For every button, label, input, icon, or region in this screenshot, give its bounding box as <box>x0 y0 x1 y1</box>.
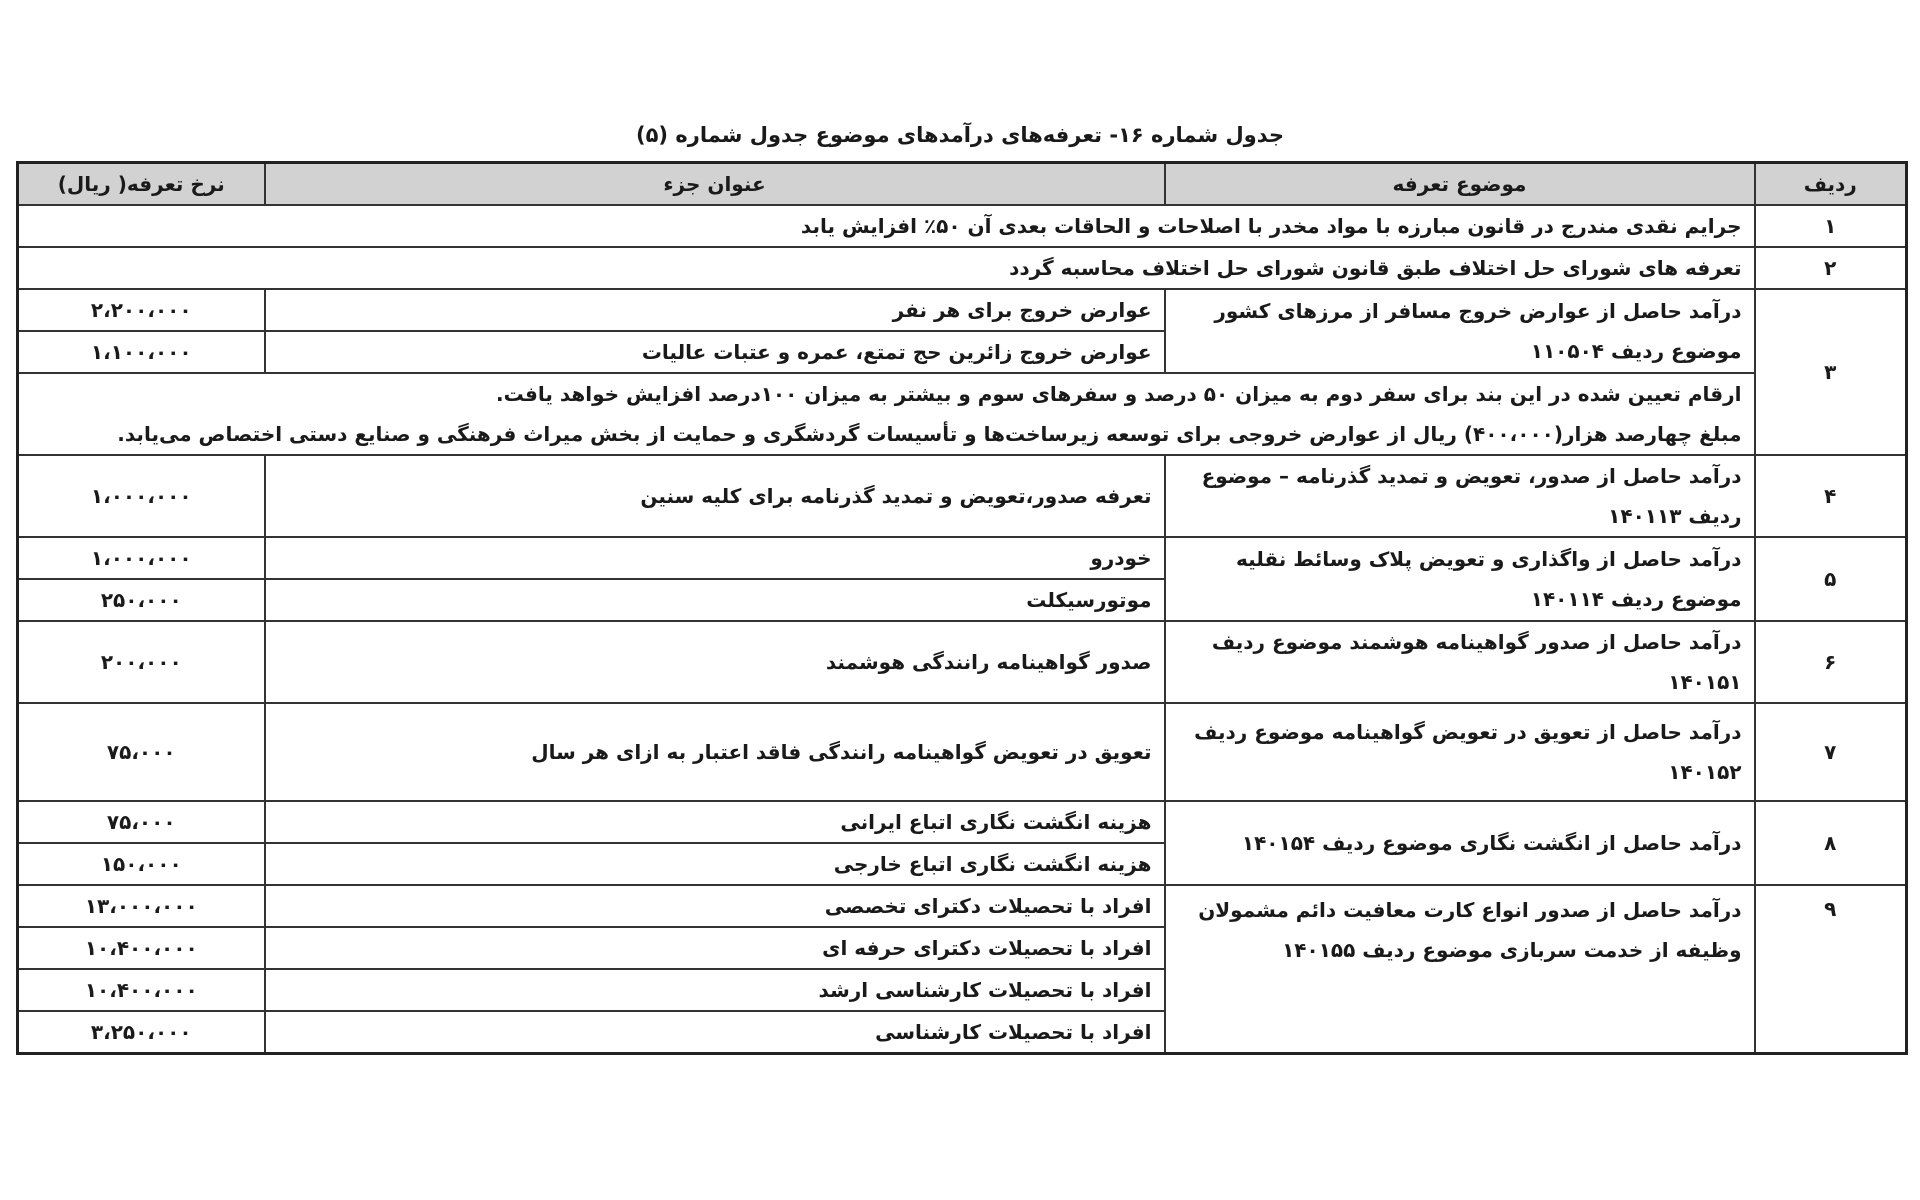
table-row <box>18 621 1907 703</box>
header-row-number: ردیف <box>1755 163 1907 206</box>
row-text: جرایم نقدی مندرج در قانون مبارزه با مواد مخدر با اصلاحات و الحاقات بعدی آن ۵۰٪ افزایش یابد <box>18 205 1755 247</box>
item-rate: ۱،۰۰۰،۰۰۰ <box>18 455 265 537</box>
item-rate: ۲۵۰،۰۰۰ <box>18 579 265 621</box>
item-title: موتورسیکلت <box>265 579 1165 621</box>
row-topic: درآمد حاصل از عوارض خروج مسافر از مرزهای کشور موضوع ردیف ۱۱۰۵۰۴ <box>1165 289 1755 373</box>
row-topic: درآمد حاصل از انگشت نگاری موضوع ردیف ۱۴۰۱۵۴ <box>1165 801 1755 885</box>
row-number: ۸ <box>1755 801 1907 885</box>
tariff-table <box>16 161 1908 1055</box>
item-rate: ۲۰۰،۰۰۰ <box>18 621 265 703</box>
item-rate: ۱۰،۴۰۰،۰۰۰ <box>18 927 265 969</box>
table-row <box>18 801 1907 843</box>
item-title: افراد با تحصیلات دکترای تخصصی <box>265 885 1165 927</box>
row-number: ۹ <box>1755 885 1907 1054</box>
item-rate: ۱۰،۴۰۰،۰۰۰ <box>18 969 265 1011</box>
table-row <box>18 247 1907 289</box>
item-title: عوارض خروج برای هر نفر <box>265 289 1165 331</box>
item-title: افراد با تحصیلات کارشناسی <box>265 1011 1165 1054</box>
item-title: هزینه انگشت نگاری اتباع ایرانی <box>265 801 1165 843</box>
row-text: تعرفه های شورای حل اختلاف طبق قانون شورای حل اختلاف محاسبه گردد <box>18 247 1755 289</box>
row-number: ۱ <box>1755 205 1907 247</box>
item-title: خودرو <box>265 537 1165 579</box>
row-topic: درآمد حاصل از صدور، تعویض و تمدید گذرنامه – موضوع ردیف ۱۴۰۱۱۳ <box>1165 455 1755 537</box>
table-row <box>18 289 1907 331</box>
table-row <box>18 373 1907 455</box>
item-rate: ۷۵،۰۰۰ <box>18 703 265 801</box>
table-row <box>18 885 1907 927</box>
header-rate: نرخ تعرفه( ریال) <box>18 163 265 206</box>
item-rate: ۱،۱۰۰،۰۰۰ <box>18 331 265 373</box>
table-row <box>18 703 1907 801</box>
row-notes <box>18 373 1755 455</box>
header-item: عنوان جزء <box>265 163 1165 206</box>
row-number: ۲ <box>1755 247 1907 289</box>
item-title: صدور گواهینامه رانندگی هوشمند <box>265 621 1165 703</box>
table-row <box>18 537 1907 579</box>
item-title: تعرفه صدور،تعویض و تمدید گذرنامه برای کلیه سنین <box>265 455 1165 537</box>
row-number: ۳ <box>1755 289 1907 455</box>
item-rate: ۱،۰۰۰،۰۰۰ <box>18 537 265 579</box>
table-row <box>18 205 1907 247</box>
table-caption: جدول شماره ۱۶- تعرفه‌های درآمدهای موضوع جدول شماره (۵) <box>635 123 1284 147</box>
note-line: مبلغ چهارصد هزار(۴۰۰،۰۰۰) ریال از عوارض خروجی برای توسعه زیرساخت‌ها و تأسیسات گردشگری و حمایت از بخش میراث فرهنگی و صنایع دستی اختصاص می‌یابد. <box>117 422 1742 446</box>
item-rate: ۳،۲۵۰،۰۰۰ <box>18 1011 265 1054</box>
row-topic: درآمد حاصل از صدور گواهینامه هوشمند موضوع ردیف ۱۴۰۱۵۱ <box>1165 621 1755 703</box>
row-topic: درآمد حاصل از واگذاری و تعویض پلاک وسائط نقلیه موضوع ردیف ۱۴۰۱۱۴ <box>1165 537 1755 621</box>
item-title: افراد با تحصیلات کارشناسی ارشد <box>265 969 1165 1011</box>
item-title: هزینه انگشت نگاری اتباع خارجی <box>265 843 1165 885</box>
row-number: ۷ <box>1755 703 1907 801</box>
item-rate: ۲،۲۰۰،۰۰۰ <box>18 289 265 331</box>
row-topic: درآمد حاصل از صدور انواع کارت معافیت دائم مشمولان وظیفه از خدمت سربازی موضوع ردیف ۱۴۰۱۵۵ <box>1165 885 1755 1054</box>
item-rate: ۷۵،۰۰۰ <box>18 801 265 843</box>
row-number: ۵ <box>1755 537 1907 621</box>
row-number: ۴ <box>1755 455 1907 537</box>
item-title: تعویق در تعویض گواهینامه رانندگی فاقد اعتبار به ازای هر سال <box>265 703 1165 801</box>
item-title: افراد با تحصیلات دکترای حرفه ای <box>265 927 1165 969</box>
table-row <box>18 455 1907 537</box>
item-rate: ۱۵۰،۰۰۰ <box>18 843 265 885</box>
header-row <box>18 163 1907 206</box>
row-number: ۶ <box>1755 621 1907 703</box>
header-topic: موضوع تعرفه <box>1165 163 1755 206</box>
row-topic: درآمد حاصل از تعویق در تعویض گواهینامه موضوع ردیف ۱۴۰۱۵۲ <box>1165 703 1755 801</box>
item-rate: ۱۳،۰۰۰،۰۰۰ <box>18 885 265 927</box>
item-title: عوارض خروج زائرین حج تمتع، عمره و عتبات عالیات <box>265 331 1165 373</box>
note-line: ارقام تعیین شده در این بند برای سفر دوم به میزان ۵۰ درصد و سفرهای سوم و بیشتر به میزان ۱۰۰درصد افزایش خواهد یافت. <box>496 382 1742 406</box>
